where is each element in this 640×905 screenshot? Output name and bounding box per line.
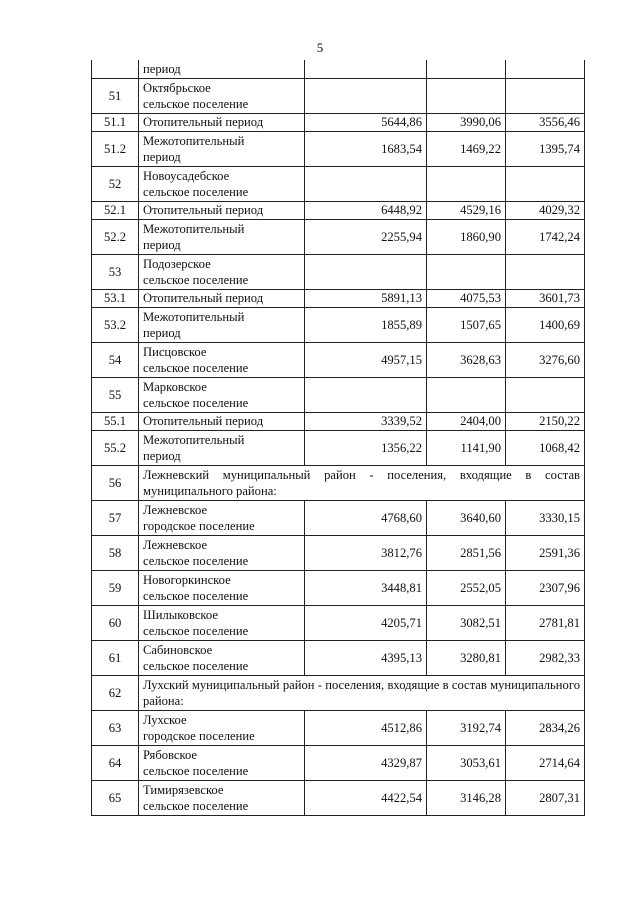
- table-group-header-row: [92, 465, 585, 500]
- settlement-name-line: Лежневское: [143, 537, 208, 552]
- value-col-1: [305, 166, 427, 201]
- settlement-name-line: сельское поселение: [143, 588, 249, 603]
- table-row: [92, 710, 585, 745]
- value-col-1: [305, 78, 427, 113]
- value-col-3: 2807,31: [506, 780, 585, 815]
- value-col-3: 2714,64: [506, 745, 585, 780]
- settlement-name-line: Межотопительный: [143, 432, 245, 447]
- settlement-name-line: Лухское: [143, 712, 187, 727]
- row-number: 63: [92, 710, 139, 745]
- value-col-1: 5891,13: [305, 289, 427, 307]
- settlement-name-line: Писцовское: [143, 344, 207, 359]
- row-number: 56: [92, 465, 139, 500]
- settlement-name: [139, 60, 305, 78]
- settlement-name: [139, 254, 305, 289]
- value-col-3: 4029,32: [506, 201, 585, 219]
- value-col-2: 2851,56: [427, 535, 506, 570]
- table-row: [92, 640, 585, 675]
- value-col-2: 4529,16: [427, 201, 506, 219]
- value-col-3: 1742,24: [506, 219, 585, 254]
- settlement-name-line: сельское поселение: [143, 272, 249, 287]
- row-number: 60: [92, 605, 139, 640]
- value-col-1: 4329,87: [305, 745, 427, 780]
- value-col-2: 3053,61: [427, 745, 506, 780]
- settlement-name-line: период: [143, 325, 181, 340]
- settlement-name-line: сельское поселение: [143, 96, 249, 111]
- settlement-name-line: период: [143, 448, 181, 463]
- settlement-name: [139, 307, 305, 342]
- value-col-1: 4957,15: [305, 342, 427, 377]
- row-number: 55.2: [92, 430, 139, 465]
- settlement-name: [139, 289, 305, 307]
- district-heading: Лухский муниципальный район - поселения, входящие в состав муниципального района:: [139, 675, 585, 710]
- settlement-name-line: Новоусадебское: [143, 168, 230, 183]
- settlement-name-line: Новогоркинское: [143, 572, 231, 587]
- value-col-1: 4395,13: [305, 640, 427, 675]
- settlement-name: [139, 342, 305, 377]
- settlement-name-line: Шилыковское: [143, 607, 218, 622]
- value-col-2: 1507,65: [427, 307, 506, 342]
- value-col-1: 1356,22: [305, 430, 427, 465]
- row-number: 59: [92, 570, 139, 605]
- table-row: [92, 201, 585, 219]
- settlement-name: [139, 219, 305, 254]
- settlement-name-line: городское поселение: [143, 728, 255, 743]
- value-col-1: 2255,94: [305, 219, 427, 254]
- value-col-2: 1141,90: [427, 430, 506, 465]
- value-col-2: 1860,90: [427, 219, 506, 254]
- table-row: [92, 745, 585, 780]
- value-col-1: 1683,54: [305, 131, 427, 166]
- value-col-3: 3276,60: [506, 342, 585, 377]
- table-row: [92, 780, 585, 815]
- row-number: 52.2: [92, 219, 139, 254]
- row-number: 51: [92, 78, 139, 113]
- settlement-name-line: Межотопительный: [143, 133, 245, 148]
- row-number: 51.2: [92, 131, 139, 166]
- settlement-name: [139, 412, 305, 430]
- value-col-2: 4075,53: [427, 289, 506, 307]
- settlement-name-line: сельское поселение: [143, 798, 249, 813]
- table-row: [92, 412, 585, 430]
- value-col-2: 3146,28: [427, 780, 506, 815]
- value-col-3: 2781,81: [506, 605, 585, 640]
- value-col-2: 2404,00: [427, 412, 506, 430]
- settlement-name: [139, 570, 305, 605]
- table-row: [92, 430, 585, 465]
- settlement-name: [139, 640, 305, 675]
- settlement-name: [139, 500, 305, 535]
- table-row: [92, 570, 585, 605]
- settlement-name-line: Тимирязевское: [143, 782, 224, 797]
- settlement-name-line: Сабиновское: [143, 642, 213, 657]
- value-col-3: 2307,96: [506, 570, 585, 605]
- value-col-2: 3082,51: [427, 605, 506, 640]
- page-number: 5: [316, 40, 324, 55]
- value-col-2: 3628,63: [427, 342, 506, 377]
- table-row: [92, 605, 585, 640]
- value-col-1: 3339,52: [305, 412, 427, 430]
- row-number: 64: [92, 745, 139, 780]
- settlement-name: [139, 201, 305, 219]
- table-row: [92, 342, 585, 377]
- settlement-name: [139, 131, 305, 166]
- value-col-2: 3990,06: [427, 113, 506, 131]
- value-col-3: 2982,33: [506, 640, 585, 675]
- row-number: 53: [92, 254, 139, 289]
- table-row: [92, 131, 585, 166]
- row-number: 61: [92, 640, 139, 675]
- value-col-1: 3812,76: [305, 535, 427, 570]
- table-row: [92, 166, 585, 201]
- settlement-name: [139, 166, 305, 201]
- settlement-name-line: сельское поселение: [143, 553, 249, 568]
- settlement-name-line: сельское поселение: [143, 763, 249, 778]
- value-col-3: [506, 254, 585, 289]
- value-col-1: [305, 60, 427, 78]
- value-col-2: 2552,05: [427, 570, 506, 605]
- row-number: 57: [92, 500, 139, 535]
- value-col-2: 3192,74: [427, 710, 506, 745]
- settlement-name-line: сельское поселение: [143, 623, 249, 638]
- settlement-name-line: Подозерское: [143, 256, 211, 271]
- settlement-name-line: сельское поселение: [143, 395, 249, 410]
- value-col-3: 1395,74: [506, 131, 585, 166]
- table-row: [92, 219, 585, 254]
- row-number: 53.2: [92, 307, 139, 342]
- settlement-name: [139, 745, 305, 780]
- value-col-1: 1855,89: [305, 307, 427, 342]
- row-number: 65: [92, 780, 139, 815]
- table-row: [92, 113, 585, 131]
- value-col-3: 3330,15: [506, 500, 585, 535]
- row-number: 53.1: [92, 289, 139, 307]
- settlement-name-line: Рябовское: [143, 747, 198, 762]
- row-number: 62: [92, 675, 139, 710]
- row-number: 55: [92, 377, 139, 412]
- table-row: [92, 500, 585, 535]
- table-row: [92, 377, 585, 412]
- district-heading: Лежневский муниципальный район - поселения, входящие в состав муниципального района:: [139, 465, 585, 500]
- value-col-1: [305, 377, 427, 412]
- row-number: 51.1: [92, 113, 139, 131]
- value-col-2: [427, 60, 506, 78]
- row-number: 52: [92, 166, 139, 201]
- table-group-header-row: [92, 675, 585, 710]
- settlement-name: [139, 710, 305, 745]
- settlement-name-line: сельское поселение: [143, 360, 249, 375]
- settlement-name-line: период: [143, 149, 181, 164]
- settlement-name-line: период: [143, 237, 181, 252]
- settlement-name-line: Отопительный период: [143, 115, 264, 129]
- value-col-1: 6448,92: [305, 201, 427, 219]
- value-col-2: [427, 166, 506, 201]
- settlement-name: [139, 377, 305, 412]
- value-col-1: 4205,71: [305, 605, 427, 640]
- row-number: [92, 60, 139, 78]
- value-col-3: 3601,73: [506, 289, 585, 307]
- value-col-3: [506, 60, 585, 78]
- settlement-name-line: Отопительный период: [143, 414, 264, 428]
- value-col-3: 3556,46: [506, 113, 585, 131]
- value-col-3: [506, 377, 585, 412]
- settlement-name: [139, 78, 305, 113]
- value-col-1: 4512,86: [305, 710, 427, 745]
- row-number: 54: [92, 342, 139, 377]
- settlement-name: [139, 535, 305, 570]
- table-row: [92, 60, 585, 78]
- settlement-name-line: Лежневское: [143, 502, 208, 517]
- value-col-3: 1400,69: [506, 307, 585, 342]
- settlement-name-line: Межотопительный: [143, 309, 245, 324]
- settlement-name: [139, 605, 305, 640]
- table-row: [92, 307, 585, 342]
- value-col-3: 2591,36: [506, 535, 585, 570]
- value-col-1: 4768,60: [305, 500, 427, 535]
- settlement-name-line: Отопительный период: [143, 291, 264, 305]
- settlement-name: [139, 780, 305, 815]
- row-number: 58: [92, 535, 139, 570]
- table-row: [92, 535, 585, 570]
- settlement-name: [139, 113, 305, 131]
- settlement-name-line: период: [143, 61, 181, 76]
- table-row: [92, 78, 585, 113]
- settlement-name-line: Октябрьское: [143, 80, 211, 95]
- settlement-name-line: сельское поселение: [143, 184, 249, 199]
- settlement-name-line: Отопительный период: [143, 203, 264, 217]
- value-col-2: [427, 254, 506, 289]
- settlement-name-line: сельское поселение: [143, 658, 249, 673]
- value-col-3: [506, 78, 585, 113]
- row-number: 55.1: [92, 412, 139, 430]
- row-number: 52.1: [92, 201, 139, 219]
- value-col-1: 3448,81: [305, 570, 427, 605]
- value-col-2: 1469,22: [427, 131, 506, 166]
- settlement-name-line: городское поселение: [143, 518, 255, 533]
- table-row: [92, 254, 585, 289]
- value-col-1: [305, 254, 427, 289]
- value-col-2: 3640,60: [427, 500, 506, 535]
- value-col-3: 2834,26: [506, 710, 585, 745]
- value-col-3: [506, 166, 585, 201]
- value-col-2: 3280,81: [427, 640, 506, 675]
- value-col-3: 2150,22: [506, 412, 585, 430]
- value-col-1: 4422,54: [305, 780, 427, 815]
- settlement-name-line: Межотопительный: [143, 221, 245, 236]
- value-col-1: 5644,86: [305, 113, 427, 131]
- value-col-3: 1068,42: [506, 430, 585, 465]
- settlement-name-line: Марковское: [143, 379, 207, 394]
- tariff-table: [91, 60, 585, 816]
- value-col-2: [427, 377, 506, 412]
- settlement-name: [139, 430, 305, 465]
- value-col-2: [427, 78, 506, 113]
- table-row: [92, 289, 585, 307]
